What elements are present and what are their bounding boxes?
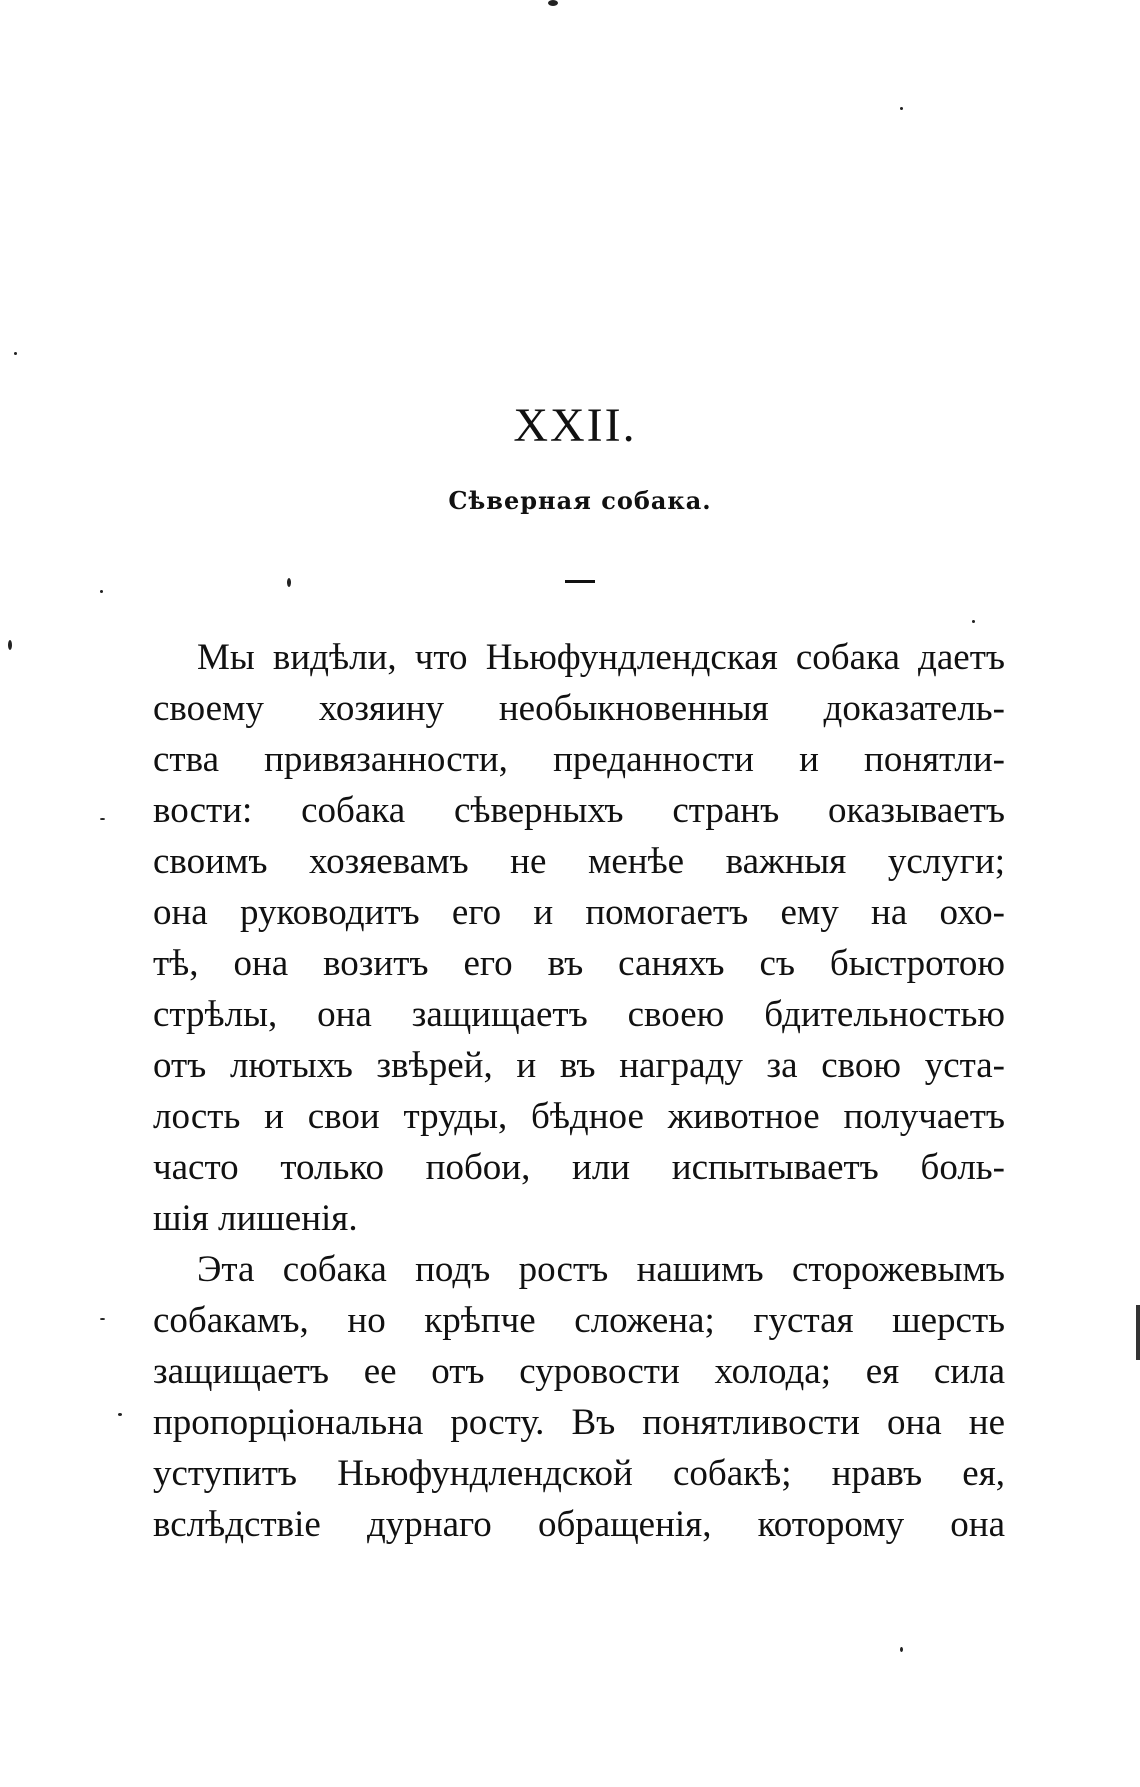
text-line: Эта собака подъ ростъ нашимъ сторожевымъ bbox=[197, 1249, 1005, 1290]
text-line: ства привязанности, преданности и понятли- bbox=[153, 739, 1005, 780]
body-text bbox=[153, 632, 1005, 1550]
text-line: своему хозяину необыкновенныя доказатель- bbox=[153, 688, 1005, 729]
print-speck bbox=[118, 1413, 122, 1416]
print-speck bbox=[900, 1647, 903, 1652]
paragraph-2 bbox=[153, 1244, 1005, 1550]
print-speck bbox=[972, 620, 975, 623]
print-speck bbox=[14, 352, 17, 355]
text-line: шія лишенія. bbox=[153, 1198, 358, 1239]
chapter-number: XXII. bbox=[513, 399, 637, 452]
text-line: лость и свои труды, бѣдное животное получаетъ bbox=[153, 1096, 1005, 1137]
text-line: Мы видѣли, что Ньюфундлендская собака даетъ bbox=[197, 637, 1005, 678]
text-line: стрѣлы, она защищаетъ своею бдительностью bbox=[153, 994, 1005, 1035]
text-line: пропорціональна росту. Въ понятливости она не bbox=[153, 1402, 1005, 1443]
print-speck bbox=[100, 1318, 105, 1320]
text-line: отъ лютыхъ звѣрей, и въ награду за свою уста- bbox=[153, 1045, 1005, 1086]
text-line: тѣ, она возитъ его въ саняхъ съ быстротою bbox=[153, 943, 1005, 984]
print-speck bbox=[100, 818, 105, 820]
print-speck bbox=[548, 0, 558, 6]
text-line: уступитъ Ньюфундлендской собакѣ; нравъ ея, bbox=[153, 1453, 1005, 1494]
text-line: вслѣдствіе дурнаго обращенія, которому она bbox=[153, 1504, 1005, 1545]
paragraph-1 bbox=[153, 632, 1005, 1244]
section-dash bbox=[565, 580, 595, 583]
text-line: она руководитъ его и помогаетъ ему на охо- bbox=[153, 892, 1005, 933]
text-line: собакамъ, но крѣпче сложена; густая шерсть bbox=[153, 1300, 1005, 1341]
print-speck bbox=[8, 640, 12, 650]
text-line: часто только побои, или испытываетъ боль- bbox=[153, 1147, 1005, 1188]
text-line: своимъ хозяевамъ не менѣе важныя услуги; bbox=[153, 841, 1005, 882]
text-line: вости: собака сѣверныхъ странъ оказываетъ bbox=[153, 790, 1005, 831]
chapter-title: Сѣверная собака. bbox=[448, 486, 712, 515]
print-speck bbox=[287, 578, 291, 587]
print-speck bbox=[900, 107, 903, 110]
text-line: защищаетъ ее отъ суровости холода; ея сила bbox=[153, 1351, 1005, 1392]
page-edge-mark bbox=[1136, 1305, 1140, 1360]
print-speck bbox=[100, 590, 103, 593]
